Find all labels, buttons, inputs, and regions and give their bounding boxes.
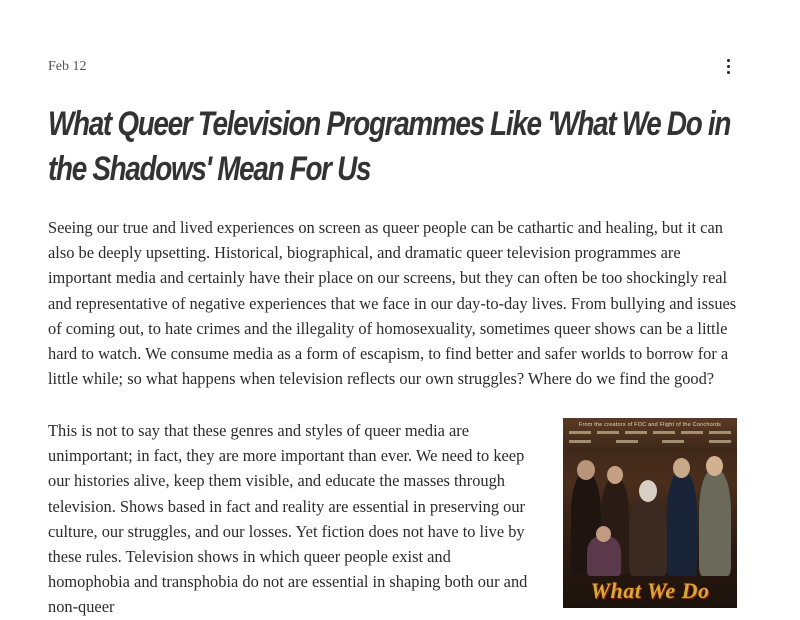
poster-figure-head xyxy=(577,460,595,480)
poster-figure xyxy=(667,472,697,576)
more-actions-button[interactable] xyxy=(720,55,736,77)
more-vertical-icon-dot-2 xyxy=(727,65,730,68)
post-date: Feb 12 xyxy=(48,59,87,74)
post-title: What Queer Television Programmes Like 'What We Do in the Shadows' Mean For Us xyxy=(48,105,731,188)
poster-figure xyxy=(629,496,667,576)
poster-figure-head xyxy=(607,466,623,484)
post-paragraph-2: This is not to say that these genres and styles of queer media are unimportant; in fact, they are more important than ever. We need to keep our histories alive, keep them visible, and educate the masses through television. Shows based in fact and reality are essential in preserving our culture, our struggles, and our losses. Yet fiction does not have to live by these rules. Television shows in which queer people exist and homophobia and transphobia do not are essential in shaping both our and non-queer xyxy=(48,421,528,617)
poster-header xyxy=(563,418,737,452)
blog-post xyxy=(48,0,738,617)
post-meta xyxy=(48,57,738,77)
post-paragraph-1: Seeing our true and lived experiences on screen as queer people can be cathartic and healing, but it can also be deeply upsetting. Historical, biographical, and dramatic queer television programmes are important media and certainly have their place on our screens, but they can often be too shockingly real and representative of negative experiences that we face in our day-to-day lives. From bullying and issues of coming out, to hate crimes and the illegality of homosexuality, sometimes queer shows can be a little hard to watch. We consume media as a form of escapism, to find better and safer worlds to borrow for a little while; so what happens when television reflects our own struggles? Where do we find the good? xyxy=(48,218,737,389)
more-vertical-icon xyxy=(727,59,730,62)
poster-tagline: From the creators of FOC and Flight of the Conchords xyxy=(578,422,722,428)
poster-credits xyxy=(569,431,731,447)
poster-figure-head xyxy=(673,458,690,478)
poster-figure-head xyxy=(596,526,611,542)
poster-title: What We Do xyxy=(590,578,710,603)
poster-figure xyxy=(699,470,731,576)
poster-figure xyxy=(587,536,621,576)
poster-figure-head xyxy=(639,480,657,502)
more-vertical-icon-dot-3 xyxy=(727,71,730,74)
poster-figure-head xyxy=(706,456,723,476)
show-poster-image[interactable] xyxy=(563,418,737,608)
